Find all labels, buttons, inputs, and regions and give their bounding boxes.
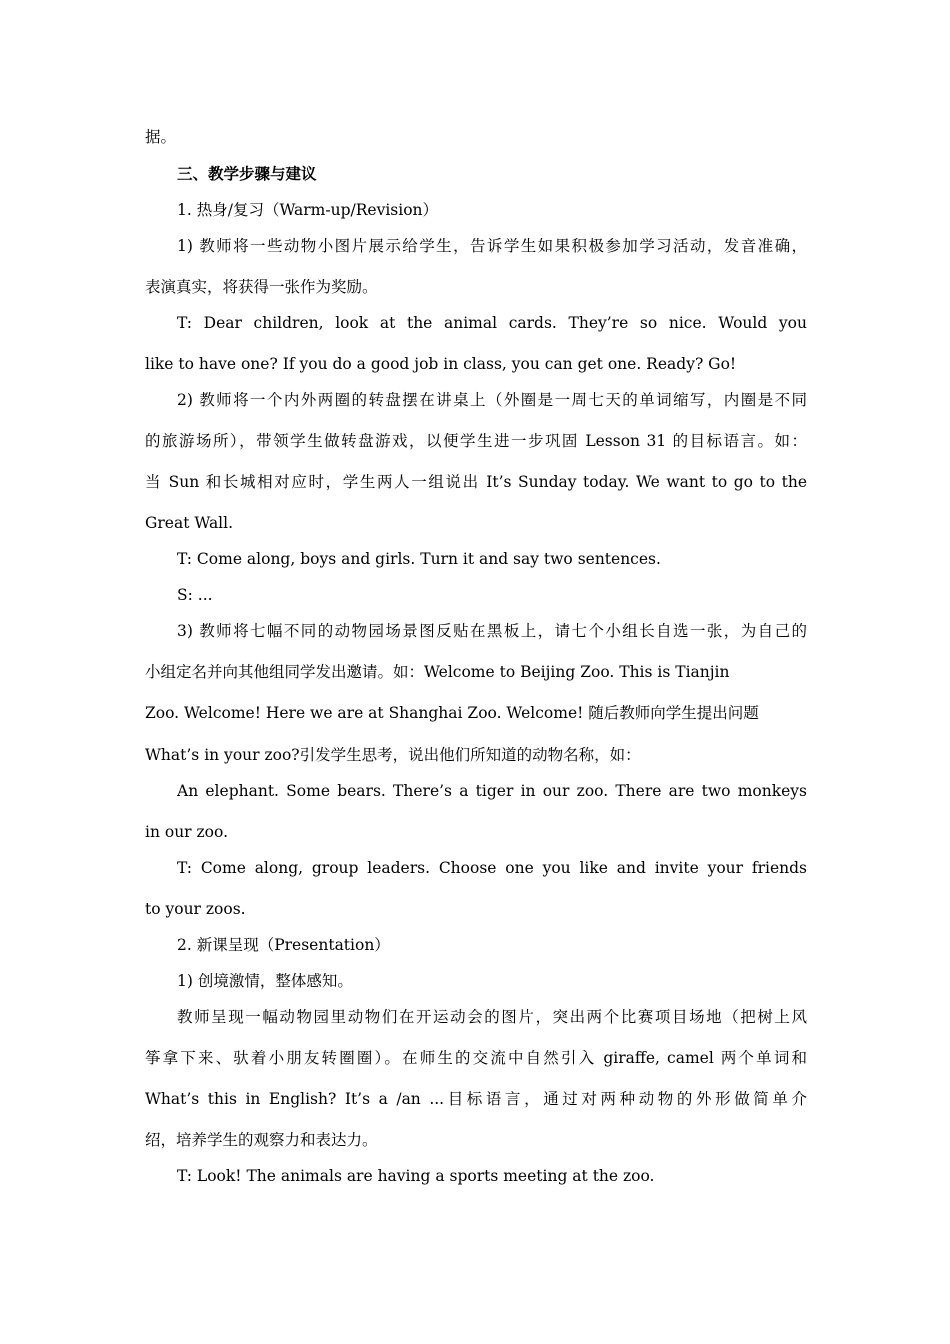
- text-line: T: Come along, boys and girls. Turn it and say two sentences.: [177, 550, 661, 568]
- text-line: What’s in your zoo?引发学生思考，说出他们所知道的动物名称，如：: [145, 746, 641, 764]
- text-line: T: Look! The animals are having a sports meeting at the zoo.: [177, 1167, 655, 1185]
- text-line: T: Dear children, look at the animal cards. They’re so nice. Would you: [177, 314, 807, 332]
- text-line: to your zoos.: [145, 900, 246, 918]
- text-line: 据。: [145, 128, 177, 146]
- text-line: 教师呈现一幅动物园里动物们在开运动会的图片，突出两个比赛项目场地（把树上风: [177, 1008, 807, 1026]
- text-line: 3) 教师将七幅不同的动物园场景图反贴在黑板上，请七个小组长自选一张，为自己的: [177, 622, 807, 640]
- text-line: Great Wall.: [145, 514, 234, 532]
- text-line: 绍，培养学生的观察力和表达力。: [145, 1131, 378, 1149]
- text-line: T: Come along, group leaders. Choose one you like and invite your friends: [177, 859, 807, 877]
- subsection-heading: 2. 新课呈现（Presentation）: [177, 936, 390, 954]
- text-line: Zoo. Welcome! Here we are at Shanghai Zoo. Welcome! 随后教师向学生提出问题: [145, 704, 759, 722]
- text-line: 小组定名并向其他组同学发出邀请。如：Welcome to Beijing Zoo. This is Tianjin: [145, 663, 730, 681]
- text-line: 1) 教师将一些动物小图片展示给学生，告诉学生如果积极参加学习活动，发音准确，: [177, 237, 807, 255]
- text-line: What’s this in English? It’s a /an ...目标语言，通过对两种动物的外形做简单介: [145, 1090, 807, 1108]
- text-line: in our zoo.: [145, 823, 229, 841]
- text-line: like to have one? If you do a good job in class, you can get one. Ready? Go!: [145, 355, 737, 373]
- text-line: 2) 教师将一个内外两圈的转盘摆在讲桌上（外圈是一周七天的单词缩写，内圈是不同: [177, 391, 807, 409]
- text-line: 筝拿下来、驮着小朋友转圈圈）。在师生的交流中自然引入 giraffe, camel 两个单词和: [145, 1049, 807, 1067]
- text-line: 的旅游场所），带领学生做转盘游戏，以便学生进一步巩固 Lesson 31 的目标语言。如：: [145, 432, 807, 450]
- section-heading: 三、教学步骤与建议: [177, 164, 317, 183]
- text-line: An elephant. Some bears. There’s a tiger in our zoo. There are two monkeys: [177, 782, 807, 800]
- text-line: 1) 创境激情，整体感知。: [177, 972, 353, 990]
- text-line: 表演真实，将获得一张作为奖励。: [145, 278, 378, 296]
- text-line: S: ...: [177, 586, 213, 604]
- text-line: 当 Sun 和长城相对应时，学生两人一组说出 It’s Sunday today. We want to go to the: [145, 473, 807, 491]
- subsection-heading: 1. 热身/复习（Warm-up/Revision）: [177, 201, 439, 219]
